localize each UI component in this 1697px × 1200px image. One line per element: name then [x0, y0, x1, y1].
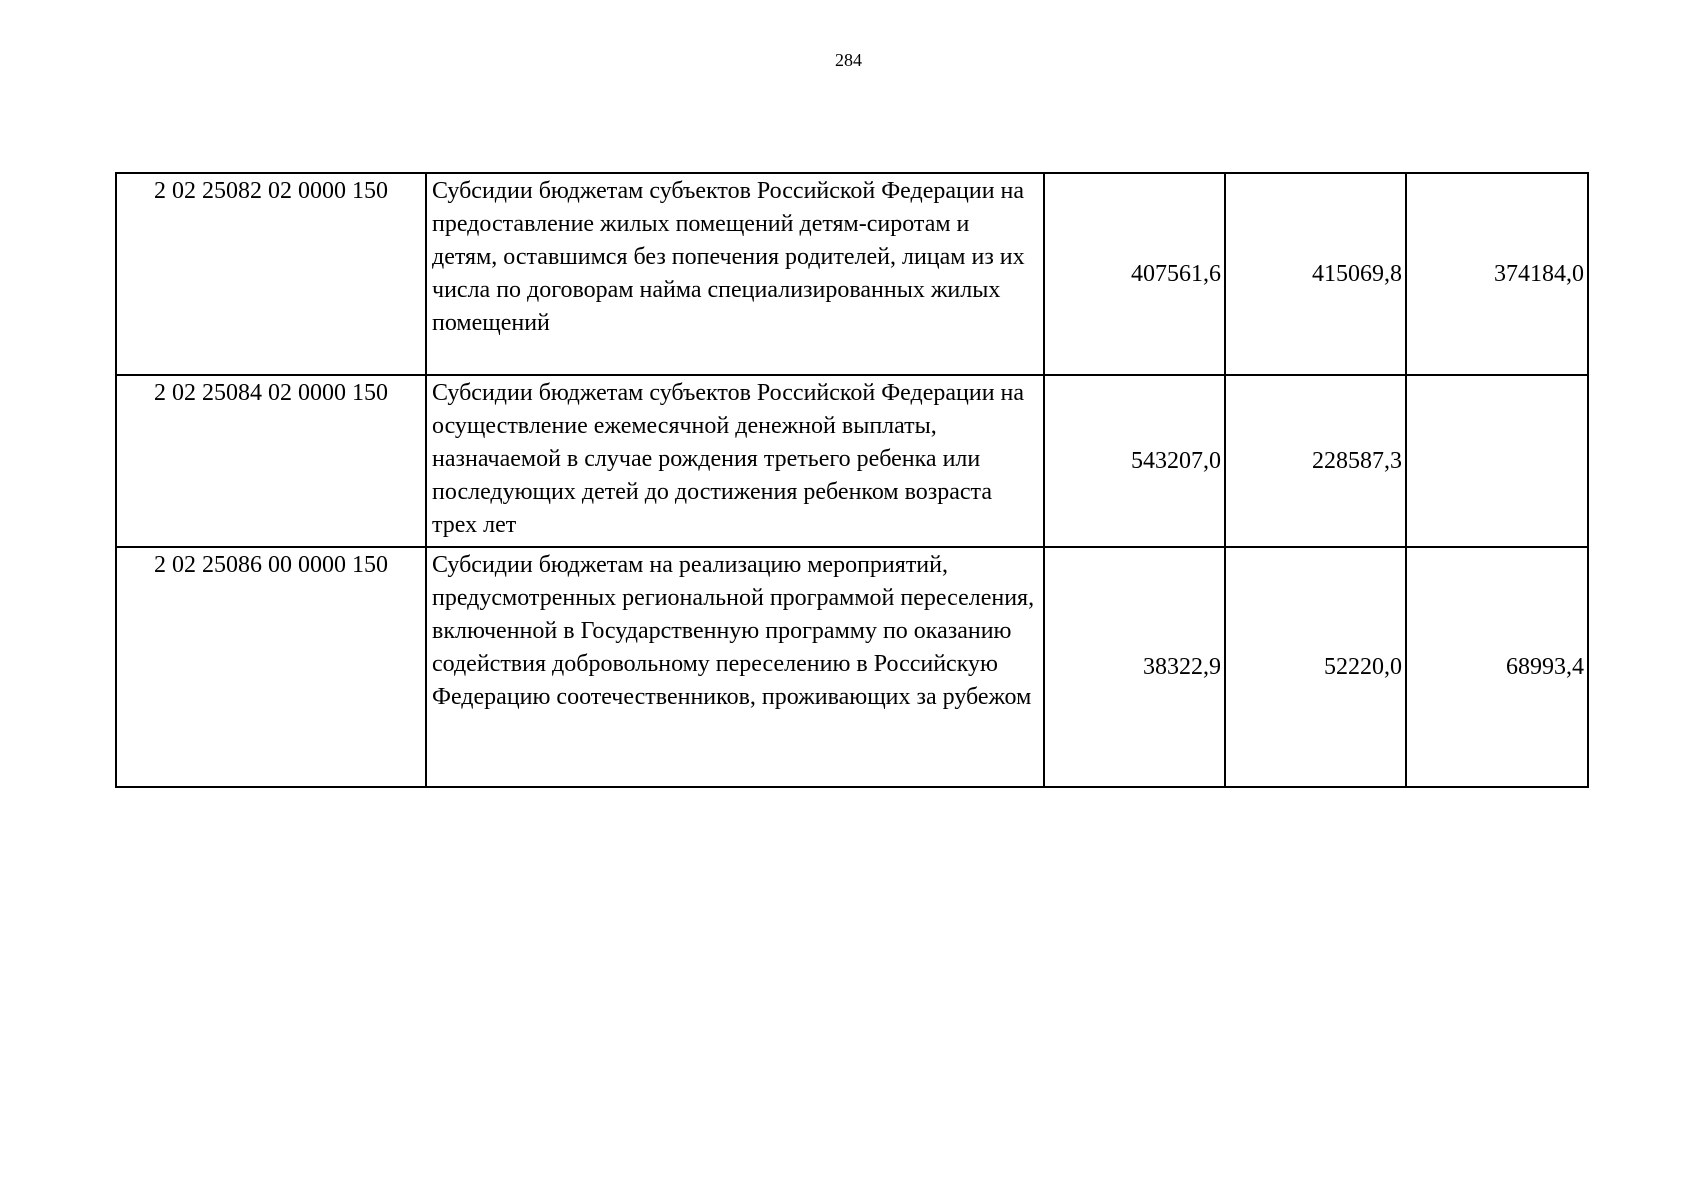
amount-year-1-cell: 407561,6 [1044, 173, 1225, 375]
table-row [116, 547, 1588, 787]
amount-year-1-cell: 38322,9 [1044, 547, 1225, 787]
description-cell: Субсидии бюджетам субъектов Российской Федерации на предоставление жилых помещений детям-сиротам и детям, оставшимся без попечения родителей, лицам из их числа по договорам найма специализированных жилых помещений [426, 173, 1044, 375]
table-row [116, 173, 1588, 375]
description-cell: Субсидии бюджетам субъектов Российской Федерации на осуществление ежемесячной денежной выплаты, назначаемой в случае рождения третьего ребенка или последующих детей до достижения ребенком возраста трех лет [426, 375, 1044, 547]
amount-year-3-cell: 374184,0 [1406, 173, 1588, 375]
table-row [116, 375, 1588, 547]
amount-year-2-cell: 52220,0 [1225, 547, 1406, 787]
amount-year-3-cell [1406, 375, 1588, 547]
budget-code-cell: 2 02 25082 02 0000 150 [116, 173, 426, 375]
amount-year-2-cell: 415069,8 [1225, 173, 1406, 375]
amount-year-2-cell: 228587,3 [1225, 375, 1406, 547]
budget-table [115, 172, 1589, 788]
description-cell: Субсидии бюджетам на реализацию мероприятий, предусмотренных региональной программой переселения, включенной в Государственную программу по оказанию содействия добровольному переселению в Российскую Федерацию соотечественников, проживающих за рубежом [426, 547, 1044, 787]
page-number: 284 [835, 50, 862, 70]
budget-code-cell: 2 02 25084 02 0000 150 [116, 375, 426, 547]
budget-code-cell: 2 02 25086 00 0000 150 [116, 547, 426, 787]
amount-year-3-cell: 68993,4 [1406, 547, 1588, 787]
amount-year-1-cell: 543207,0 [1044, 375, 1225, 547]
